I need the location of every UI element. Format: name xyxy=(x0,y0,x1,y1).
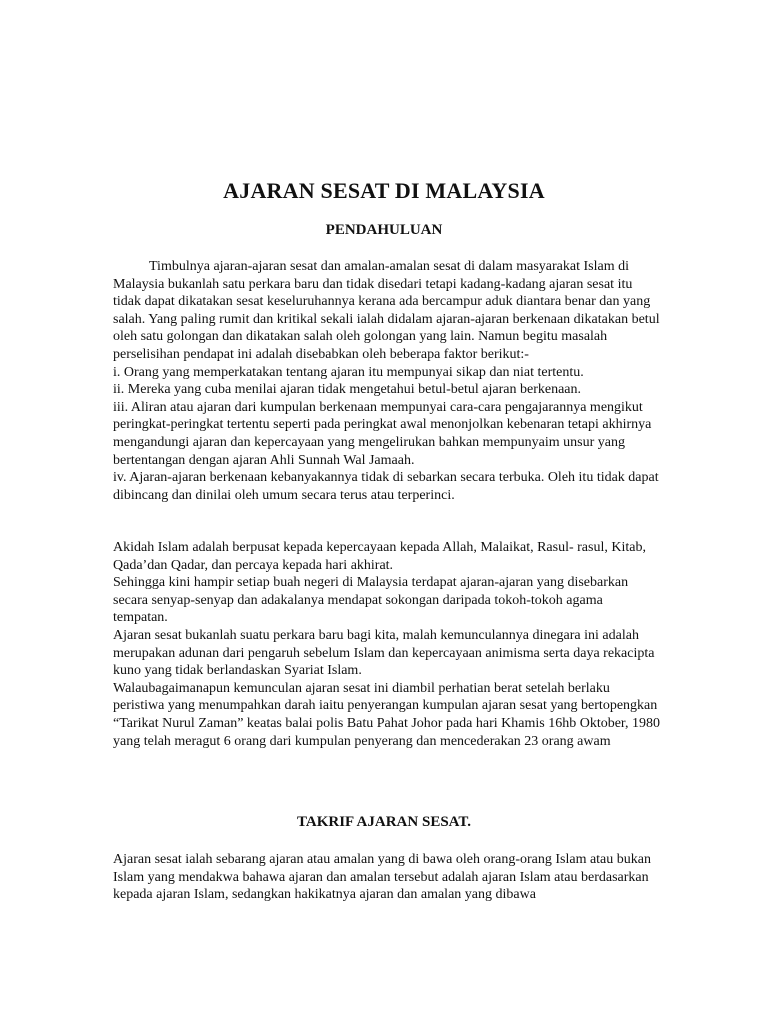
factor-item: i. Orang yang memperkatakan tentang ajaran itu mempunyai sikap dan niat tertentu. xyxy=(113,364,584,380)
akidah-block xyxy=(113,539,661,750)
intro-block xyxy=(113,258,661,504)
definition-paragraph: Ajaran sesat ialah sebarang ajaran atau amalan yang di bawa oleh orang-orang Islam atau bukan Islam yang mendakwa bahawa ajaran dan amalan tersebut adalah ajaran Islam atau berdasarkan kepada ajaran Islam, sedangkan hakikatnya ajaran dan amalan yang dibawa xyxy=(113,852,651,903)
factor-item: iii. Aliran atau ajaran dari kumpulan berkenaan mempunyai cara-cara pengajarannya mengikut peringkat-peringkat tertentu seperti pada peringkat awal menonjolkan kebenaran tetapi akhirnya mengandungi ajaran dan kepercayaan yang mengelirukan bahkan mempunyaim unsur yang bertentangan dengan ajaran Ahli Sunnah Wal Jamaah. xyxy=(113,399,652,468)
body-paragraph: Ajaran sesat bukanlah suatu perkara baru bagi kita, malah kemunculannya dinegara ini adalah merupakan adunan dari pengaruh sebelum Islam dan kepercayaan animisma serta daya rekacipta kuno yang tidak berlandaskan Syariat Islam. xyxy=(113,627,655,679)
body-paragraph: Sehingga kini hampir setiap buah negeri di Malaysia terdapat ajaran-ajaran yang disebarkan secara senyap-senyap dan adakalanya mendapat sokongan daripada tokoh-tokoh agama tempatan. xyxy=(113,575,629,626)
factor-item: ii. Mereka yang cuba menilai ajaran tidak mengetahui betul-betul ajaran berkenaan. xyxy=(113,382,582,398)
intro-paragraph: Timbulnya ajaran-ajaran sesat dan amalan-amalan sesat di dalam masyarakat Islam di Malaysia bukanlah satu perkara baru dan tidak disedari tetapi kadang-kadang ajaran sesat itu tidak dapat dikatakan sesat keseluruhannya kerana ada bercampur aduk diantara benar dan yang salah. Yang paling rumit dan kritikal sekali ialah didalam ajaran-ajaran berkenaan dikatakan betul oleh satu golongan dan dikatakan salah oleh golongan yang lain. Namun begitu masalah perselisihan pendapat ini adalah disebabkan oleh beberapa faktor berikut:- xyxy=(113,259,660,362)
section-heading-takrif: TAKRIF AJARAN SESAT. xyxy=(296,814,472,830)
section-heading-pendahuluan: PENDAHULUAN xyxy=(325,222,443,238)
body-paragraph: Akidah Islam adalah berpusat kepada kepercayaan kepada Allah, Malaikat, Rasul- rasul, Kitab, Qada’dan Qadar, dan percaya kepada hari akhirat. xyxy=(113,540,646,573)
document-title: AJARAN SESAT DI MALAYSIA xyxy=(223,178,545,203)
factor-item: iv. Ajaran-ajaran berkenaan kebanyakannya tidak di sebarkan secara terbuka. Oleh itu tidak dapat dibincang dan dinilai oleh umum secara terus atau terperinci. xyxy=(113,470,659,503)
body-paragraph: Walaubagaimanapun kemunculan ajaran sesat ini diambil perhatian berat setelah berlaku peristiwa yang menumpahkan darah iaitu penyerangan kumpulan ajaran sesat yang bertopengkan “Tarikat Nurul Zaman” keatas balai polis Batu Pahat Johor pada hari Khamis 16hb Oktober, 1980 yang telah meragut 6 orang dari kumpulan penyerang dan mencederakan 23 orang awam xyxy=(113,680,661,749)
definition-block xyxy=(113,851,661,904)
